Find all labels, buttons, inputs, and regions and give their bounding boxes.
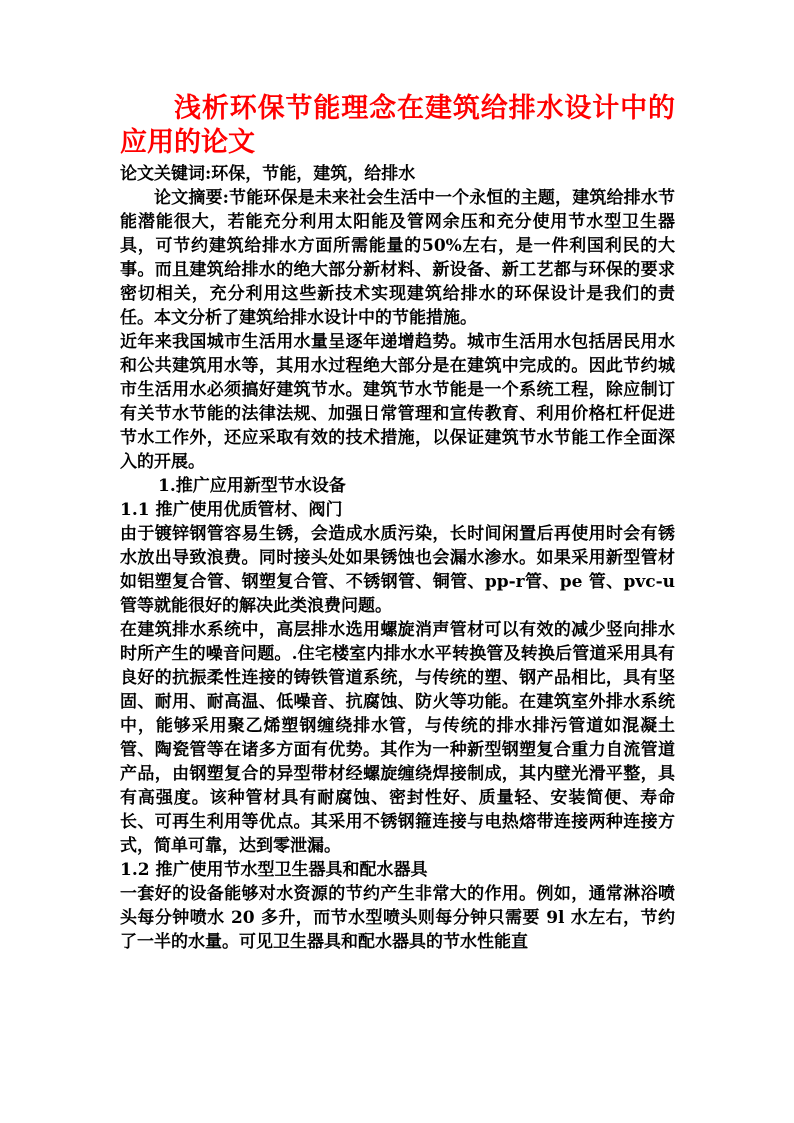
section-heading-1-2: 1.2 推广使用节水型卫生器具和配水器具 xyxy=(120,860,428,880)
abstract-paragraph: 论文摘要:节能环保是未来社会生活中一个永恒的主题，建筑给排水节能潜能很大，若能充分利用太阳能及管网余压和充分使用节水型卫生器具，可节约建筑给排水方面所需能量的50%左右，是一件利国利民的大事。而且建筑给排水的绝大部分新材料、新设备、新工艺都与环保的要求密切相关，充分利用这些新技术实现建筑给排水的环保设计是我们的责任。本文分析了建筑给排水设计中的节能措施。 xyxy=(120,188,675,328)
keywords-line: 论文关键词:环保，节能，建筑，给排水 xyxy=(120,164,416,184)
body-paragraph-1-1-a: 由于镀锌钢管容易生锈，会造成水质污染，长时间闲置后再使用时会有锈水放出导致浪费。同时接头处如果锈蚀也会漏水渗水。如果采用新型管材如铝塑复合管、钢塑复合管、不锈钢管、铜管、pp-r管、pe 管、pvc-u 管等就能很好的解决此类浪费问题。 xyxy=(120,524,675,616)
body-paragraph-1-2-a: 一套好的设备能够对水资源的节约产生非常大的作用。例如，通常淋浴喷头每分钟喷水 20 多升，而节水型喷头则每分钟只需要 9l 水左右，节约了一半的水量。可见卫生器具和配水器具的节水性能直 xyxy=(120,884,675,952)
body-paragraph-1-1-b: 在建筑排水系统中，高层排水选用螺旋消声管材可以有效的减少竖向排水时所产生的噪音问题。.住宅楼室内排水水平转换管及转换后管道采用具有良好的抗振柔性连接的铸铁管道系统，与传统的塑、钢产品相比，具有坚固、耐用、耐高温、低噪音、抗腐蚀、防火等功能。在建筑室外排水系统中，能够采用聚乙烯塑钢缠绕排水管，与传统的排水排污管道如混凝土管、陶瓷管等在诸多方面有优势。其作为一种新型钢塑复合重力自流管道产品，由钢塑复合的异型带材经螺旋缠绕焊接制成，其内壁光滑平整，具有高强度。该种管材具有耐腐蚀、密封性好、质量轻、安装简便、寿命长、可再生利用等优点。其采用不锈钢箍连接与电热熔带连接两种连接方式，简单可靠，达到零泄漏。 xyxy=(120,620,675,856)
section-heading-1-1: 1.1 推广使用优质管材、阀门 xyxy=(120,500,343,520)
document-title: 浅析环保节能理念在建筑给排水设计中的应用的论文 xyxy=(120,93,675,158)
section-heading-1: 1.推广应用新型节水设备 xyxy=(158,476,346,496)
document-page xyxy=(120,92,675,954)
intro-paragraph: 近年来我国城市生活用水量呈逐年递增趋势。城市生活用水包括居民用水和公共建筑用水等，其用水过程绝大部分是在建筑中完成的。因此节约城市生活用水必须搞好建筑节水。建筑节水节能是一个系统工程，除应制订有关节水节能的法律法规、加强日常管理和宣传教育、利用价格杠杆促进节水工作外，还应采取有效的技术措施，以保证建筑节水节能工作全面深入的开展。 xyxy=(120,332,675,472)
